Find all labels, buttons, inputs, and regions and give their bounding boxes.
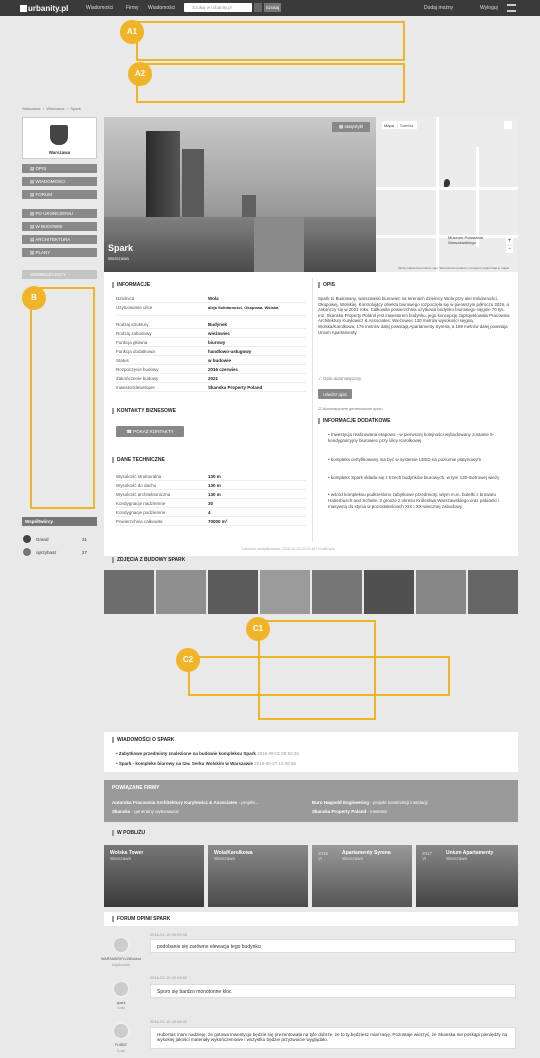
tech-row: Wysokość strukturalna 130 m: [116, 472, 306, 481]
tech-title: DANE TECHNICZNE: [112, 457, 165, 463]
info-row: Status w budowie: [116, 356, 306, 365]
zoom-out-button[interactable]: −: [507, 246, 512, 252]
ad-label-a1: A1: [120, 20, 144, 44]
ad-slot-b: [30, 287, 95, 509]
map-tab-map[interactable]: Mapa: [382, 121, 397, 129]
post-meta: 2016-01-15 09:08:02: [150, 1019, 188, 1024]
forum-title: FORUM OPINII SPARK: [112, 916, 170, 922]
contributor-count: 31: [82, 537, 88, 542]
post-author[interactable]: FLIBBY: [114, 1043, 128, 1047]
sidebar-item-po-ukonczeniu[interactable]: ▤ PO UKOŃCZENIU: [22, 209, 97, 218]
info-row: Zakończenie budowy 2021: [116, 374, 306, 383]
contributor-name[interactable]: Grand: [36, 537, 49, 542]
ad-slot-a1: [136, 21, 405, 61]
nav-news-2[interactable]: Wiadomości: [148, 5, 176, 11]
tech-row: Kondygnacje nadziemne 30: [116, 499, 306, 508]
post-author-group: Gość: [116, 1049, 126, 1053]
edit-description-button[interactable]: Utwórz opis: [318, 389, 352, 399]
ad-label-b: B: [22, 286, 46, 310]
map-pin-icon[interactable]: [444, 179, 450, 187]
news-item[interactable]: • Zabytkowe przedmioty znalezione na budowie kompleksu Spark 2016-08-01 08:52:25: [116, 751, 299, 756]
post-body: podobanie się zarówno elewacja tego budynku: [150, 939, 516, 953]
city-name: Warszawa: [48, 150, 71, 155]
nearby-card[interactable]: Wolska Tower Warszawa: [104, 845, 204, 907]
post-meta: 2016-01-15 09:08:52: [150, 975, 188, 980]
auto-description-note: ✓ Opis automatyczny: [318, 376, 362, 381]
menu-icon[interactable]: [507, 4, 516, 12]
news-title: WIADOMOŚCI O SPARK: [112, 737, 174, 743]
add-button[interactable]: Dodaj możny: [424, 5, 454, 11]
login-link[interactable]: Wyloguj: [480, 5, 498, 11]
contributor-avatar[interactable]: [22, 534, 32, 544]
description-title: OPIS: [318, 282, 335, 288]
info-row: Rozpoczęcie budowy 2016 czerwiec: [116, 365, 306, 374]
info-row: Rodzaj zabudowy wieżowiec: [116, 329, 306, 338]
firm-item[interactable]: Autorska Pracownia Architektury Kuryłowicz & Associates - projekt...: [112, 800, 259, 805]
map-tab-satellite[interactable]: Satelita: [398, 121, 417, 129]
tech-row: Wysokość architektoniczna 130 m: [116, 490, 306, 499]
info-row: Funkcja dodatkowa handlowo-usługowy: [116, 347, 306, 356]
nearby-card[interactable]: Unium Apartamenty Warszawa 2017 VI: [416, 845, 518, 907]
map-place-label: Muzeum Powstania Warszawskiego: [448, 235, 483, 245]
post-body: Sporo się bardzo monotonne kloc: [150, 984, 516, 998]
extra-info-item: • Inwestycja realizowana etapowo - w pierwszej kolejności wybudowany zostanie 8-kondygnacyjny biurowiec przy ulicy Karolkowej: [328, 432, 495, 443]
tech-row: Powierzchnia całkowita 70000 m²: [116, 517, 306, 526]
post-author[interactable]: WARSAWSKYLINEcktud: [100, 957, 142, 961]
firm-item[interactable]: Buro Happold Engineering - projekt konstrukcji instalacji: [312, 800, 428, 805]
post-meta: 2016-01-15 09:09:06: [150, 932, 188, 937]
firm-item[interactable]: Skanska Property Poland - inwestor: [312, 809, 388, 814]
contributor-count: 27: [82, 550, 88, 555]
nav-firms[interactable]: Firmy: [126, 5, 139, 11]
firm-item[interactable]: Skanska - generalny wykonawca: [112, 809, 179, 814]
nav-news[interactable]: Wiadomości: [86, 5, 114, 11]
construction-photo[interactable]: [260, 570, 310, 614]
search-button[interactable]: Szukaj: [265, 5, 280, 10]
building-shape: [254, 217, 304, 272]
map-road: [436, 117, 439, 272]
ad-slot-c2: [188, 656, 450, 696]
construction-photo[interactable]: [104, 570, 154, 614]
nearby-title: W POBLIŻU: [112, 830, 145, 836]
contributor-name[interactable]: oprzyhasz: [36, 550, 57, 555]
breadcrumb: Warszawa › Wieżowce › Spark: [22, 106, 81, 111]
stats-button[interactable]: ▦ statystyki: [332, 122, 370, 132]
post-author-group: Gość: [116, 1006, 126, 1010]
breadcrumb-category[interactable]: Wieżowce: [46, 106, 65, 111]
show-contacts-button[interactable]: ☎ POKAŻ KONTAKTY: [116, 426, 184, 437]
search-input[interactable]: Szukaj w urbanity.pl: [184, 3, 252, 12]
post-author[interactable]: spark: [116, 1001, 126, 1005]
tech-row: Wysokość do dachu 130 m: [116, 481, 306, 490]
breadcrumb-current: Spark: [70, 106, 81, 111]
construction-photo[interactable]: [312, 570, 362, 614]
firms-title: POWIĄZANE FIRMY: [112, 785, 160, 791]
sidebar-item-visitors[interactable]: ODWIEDZAJĄCY: [22, 270, 97, 279]
map-attribution: Skróty klawiszowe Dane mapy Warunki korzystania z programu Zgłoś błąd w mapie: [398, 266, 510, 270]
fullscreen-icon[interactable]: [504, 121, 512, 129]
tech-row: Kondygnacje podziemne 4: [116, 508, 306, 517]
sidebar-item-opis[interactable]: ▤ OPIS: [22, 164, 97, 173]
map-road: [376, 187, 518, 190]
extra-info-title: INFORMACJE DODATKOWE: [318, 418, 390, 424]
building-city: Warszawa: [108, 256, 129, 261]
site-logo[interactable]: urbanity.pl: [20, 4, 68, 13]
ad-label-c1: C1: [246, 617, 270, 641]
description-text: Spark to Budowany, warszawski biurowiec na terenach dzielnicy Wola przy alei Solidarności, Okopowej, Wolskiej. Kontrolujący obiektu biurowego rozpoczęła się w pierwszym półroczu 2016, a zakończy się w 2021 roku. Całkowita powierzchnia użytkowa budynku biurowego sięgnie 70 tys. m2. Skanska Property Poland jest inwestorem budynku, jego koncepcję zaprojektowała Pracownia Architektury Kuryłowicz & Associates. Wieżowiec 130 metrów wysokości sięgną. Wolska/Karolkowa, 176 metrów dalej powstają Apartamenty Syrena, a 189 metrów dalej powstaja Unium Apartamenty.: [318, 296, 510, 335]
construction-photo[interactable]: [156, 570, 206, 614]
construction-photo[interactable]: [468, 570, 518, 614]
post-author-group: Użytkownik: [111, 963, 131, 967]
sidebar-item-w-budowie[interactable]: ▤ W BUDOWIE: [22, 222, 97, 231]
contacts-title: KONTAKTY BIZNESOWE: [112, 408, 176, 414]
nearby-card[interactable]: Wola/Karolkowa Warszawa: [208, 845, 308, 907]
extra-info-item: • wśród kompleksu podkreślono zabytkowe przedmioty, wtym m.in. butelki z browaru Haberbusch and Schiele, 3 grosze z okresu Królestwa Warszawskiego oraz pabianki i masywną do stycia w pozostałościach XIX i XX-wiecznej zabudowy: [328, 492, 499, 509]
extra-info-item: • kompleks certyfikowany ma być w systemie LEED na poziomie platynowym: [328, 457, 482, 462]
sidebar-item-plany[interactable]: ▤ PLANY: [22, 248, 97, 257]
user-avatar[interactable]: [112, 1022, 130, 1040]
info-row[interactable]: Inwestor/deweloper Skanska Property Poland: [116, 383, 306, 392]
info-row: Rodzaj struktury Budynek: [116, 320, 306, 329]
ad-slot-a2: [136, 63, 405, 103]
last-modified: Dziennie modyfikowane: 2016-10-29 02:51:48 | Krótki opis: [242, 547, 336, 551]
location-map[interactable]: [376, 117, 518, 272]
breadcrumb-city[interactable]: Warszawa: [22, 106, 41, 111]
ad-label-c2: C2: [176, 648, 200, 672]
sidebar-item-forum[interactable]: ▤ FORUM: [22, 190, 97, 199]
info-row: Funkcja główna biurowy: [116, 338, 306, 347]
contributor-avatar[interactable]: [22, 547, 32, 557]
city-skyline: [104, 217, 376, 272]
info-row: Usytuowanie ulice aleja Solidarności, Okopowa, Wolska: [116, 303, 306, 316]
contributors-title: Współtwórcy: [22, 517, 97, 526]
user-avatar[interactable]: [112, 936, 130, 954]
nearby-card[interactable]: Apartamenty Syrena Warszawa 2015 VI: [312, 845, 412, 907]
construction-photo[interactable]: [416, 570, 466, 614]
construction-photo[interactable]: [208, 570, 258, 614]
city-crest-icon: [50, 125, 68, 145]
extra-info-item: • kompleks Spark składa się z trzech budynków biurowych, w tym 130-metrowej wieży: [328, 475, 500, 480]
post-body: Hubertas mam nadzieję, że gotowa inwestycja będzie się prezentowała na tyle dobrze, że to ty będziesz miał rację. Pozostaje wierzyć, że Skanska nie poskąpi pieniędzy na wysokiej jakości materiały wykończeniowe i wszystko będzie przyzwoicie wyglądało.: [150, 1027, 516, 1049]
hero-photo[interactable]: [104, 117, 376, 272]
search-dropdown-button[interactable]: [254, 3, 262, 12]
construction-photo[interactable]: [364, 570, 414, 614]
info-title: INFORMACJE: [112, 282, 150, 288]
map-road: [476, 147, 479, 247]
photos-title: ZDJĘCIA Z BUDOWY SPARK: [112, 557, 185, 563]
zoom-in-button[interactable]: +: [507, 238, 512, 244]
column-divider: [312, 278, 313, 542]
auto-generate-checkbox[interactable]: ☑ Automatyczne generowanie opisu: [318, 406, 383, 411]
info-row: Dzielnica Wola: [116, 294, 306, 303]
building-title: Spark: [108, 243, 134, 253]
sidebar-item-wiadomosci[interactable]: ▤ WIADOMOŚCI: [22, 177, 97, 186]
user-avatar[interactable]: [112, 980, 130, 998]
ad-label-a2: A2: [128, 62, 152, 86]
sidebar-item-architektura[interactable]: ▤ ARCHITEKTURA: [22, 235, 97, 244]
news-item[interactable]: • Spark - kompleks biurowy na tzw. Serku Wolskim w Warszawie 2016-06-27 12:06:55: [116, 761, 297, 766]
